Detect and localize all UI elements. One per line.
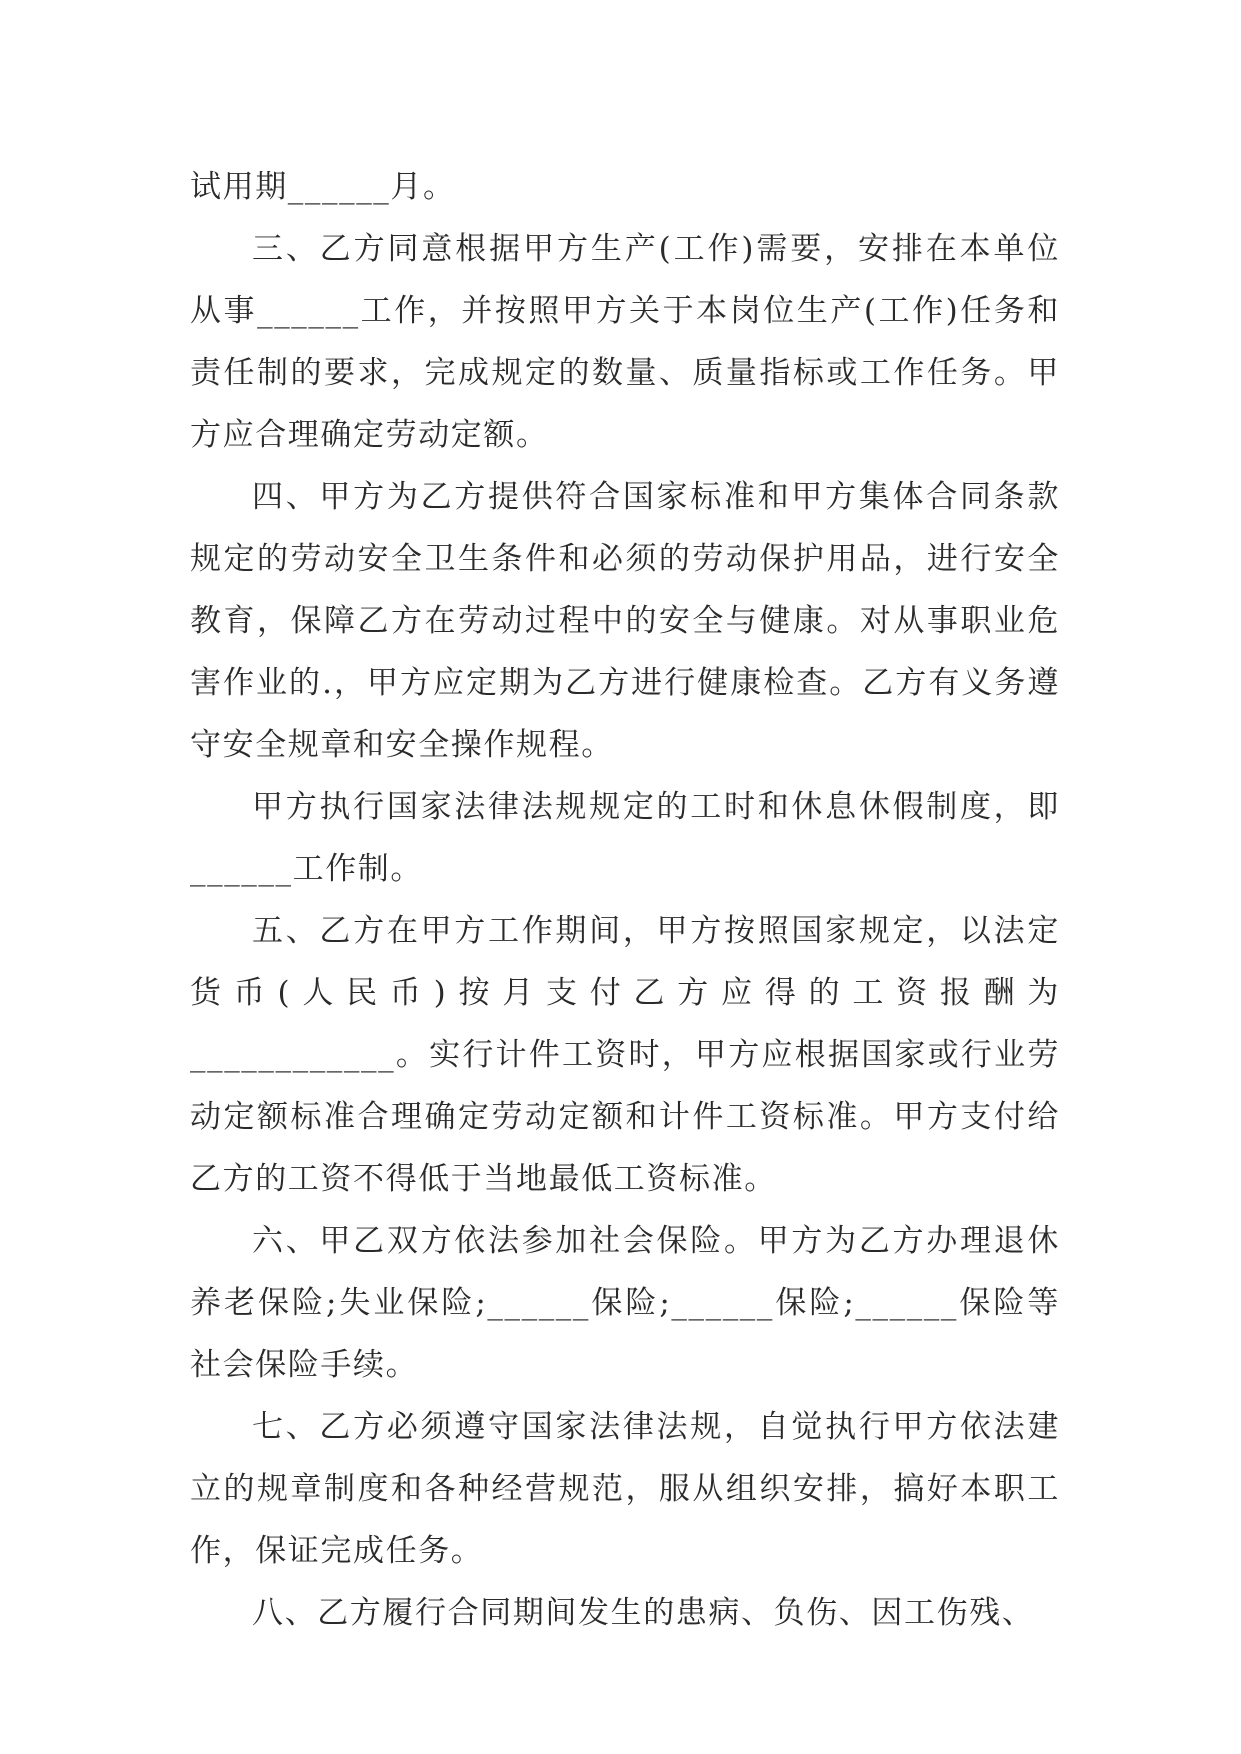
paragraph-clause-3: 三、乙方同意根据甲方生产(工作)需要，安排在本单位从事______工作，并按照甲方关于本岗位生产(工作)任务和责任制的要求，完成规定的数量、质量指标或工作任务。甲方应合理确定劳动定额。 bbox=[190, 231, 1060, 453]
paragraph-probation: 试用期______月。 bbox=[190, 169, 456, 205]
document-body bbox=[190, 156, 1060, 1644]
paragraph-clause-4: 四、甲方为乙方提供符合国家标准和甲方集体合同条款规定的劳动安全卫生条件和必须的劳动保护用品，进行安全教育，保障乙方在劳动过程中的安全与健康。对从事职业危害作业的.，甲方应定期为乙方进行健康检查。乙方有义务遵守安全规章和安全操作规程。 bbox=[190, 479, 1060, 763]
paragraph-clause-6: 六、甲乙双方依法参加社会保险。甲方为乙方办理退休养老保险;失业保险;______保险;______保险;______保险等社会保险手续。 bbox=[190, 1223, 1060, 1383]
paragraph-clause-5: 五、乙方在甲方工作期间，甲方按照国家规定，以法定货币(人民币)按月支付乙方应得的工资报酬为____________。实行计件工资时，甲方应根据国家或行业劳动定额标准合理确定劳动定额和计件工资标准。甲方支付给乙方的工资不得低于当地最低工资标准。 bbox=[190, 913, 1060, 1197]
paragraph-work-hours: 甲方执行国家法律法规规定的工时和休息休假制度，即______工作制。 bbox=[190, 789, 1060, 887]
paragraph-clause-8: 八、乙方履行合同期间发生的患病、负伤、因工伤残、 bbox=[252, 1595, 1035, 1631]
paragraph-clause-7: 七、乙方必须遵守国家法律法规，自觉执行甲方依法建立的规章制度和各种经营规范，服从组织安排，搞好本职工作，保证完成任务。 bbox=[190, 1409, 1060, 1569]
